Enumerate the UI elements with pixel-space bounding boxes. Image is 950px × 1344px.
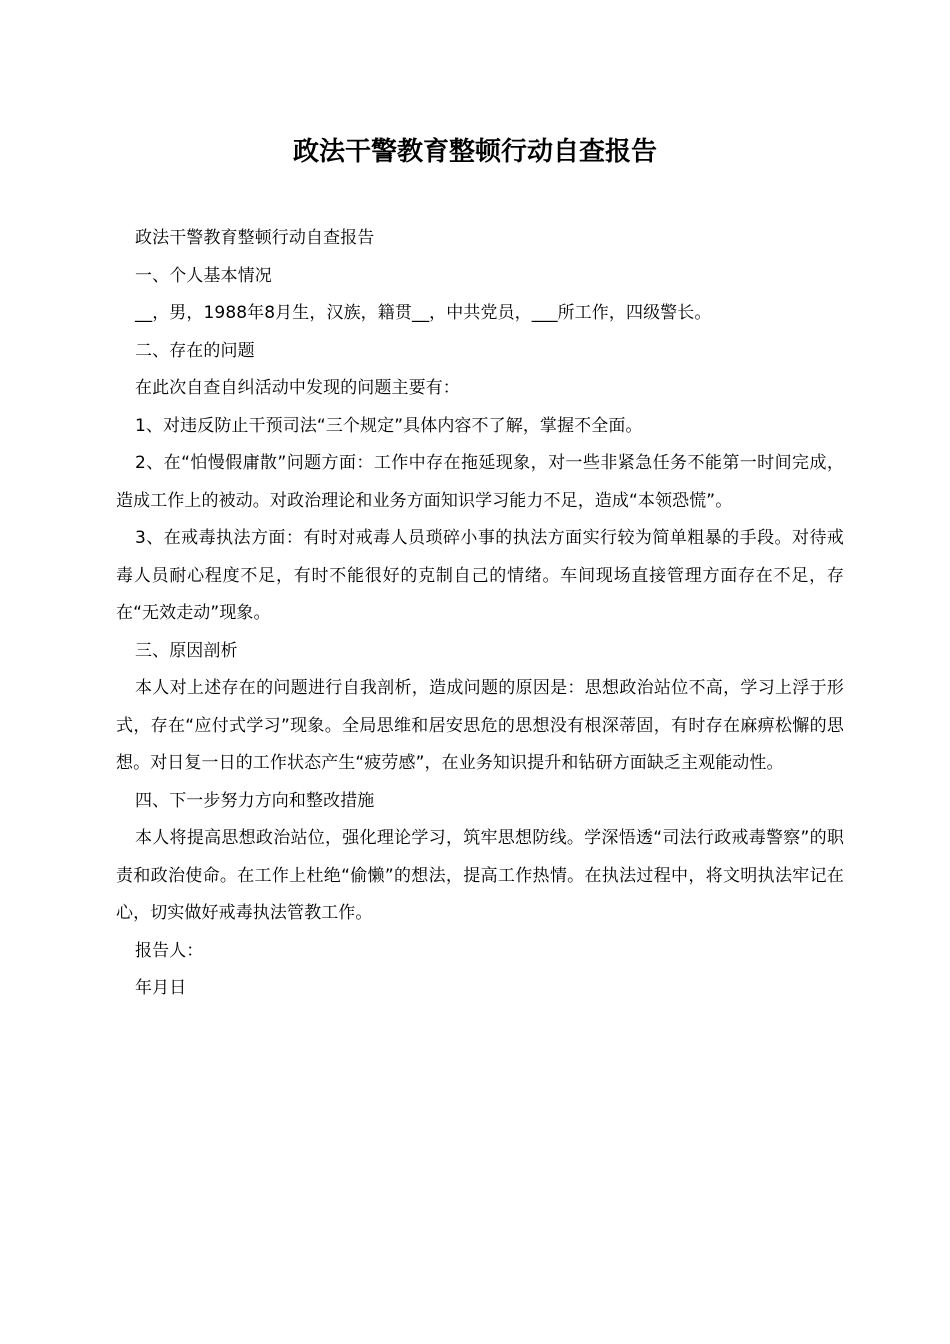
signature-reporter: 报告人：	[135, 940, 204, 961]
paragraph-personal-info: __，男，1988年8月生，汉族，籍贯__，中共党员，___所工作，四级警长。	[135, 303, 712, 323]
paragraph-cause-analysis: 本人对上述存在的问题进行自我剖析，造成问题的原因是：思想政治站位不高，学习上浮于形式，存在“应付式学习”现象。全局思维和居安思危的思想没有根深蒂固，有时存在麻痹松懈的思想。对日复一日的工作状态产生“疲劳感”，在业务知识提升和钻研方面缺乏主观能动性。	[116, 678, 844, 773]
paragraph-subtitle: 政法干警教育整顿行动自查报告	[135, 228, 375, 248]
paragraph-rectification: 本人将提高思想政治站位，强化理论学习，筑牢思想防线。学深悟透“司法行政戒毒警察”的职责和政治使命。在工作上杜绝“偷懒”的想法，提高工作热情。在执法过程中，将文明执法牢记在心，切实做好戒毒执法管教工作。	[116, 828, 844, 923]
heading-cause-analysis: 三、原因剖析	[135, 640, 238, 661]
paragraph-problem-2: 2、在“怕慢假庸散”问题方面：工作中存在拖延现象，对一些非紧急任务不能第一时间完成，造成工作上的被动。对政治理论和业务方面知识学习能力不足，造成“本领恐慌”。	[116, 453, 844, 511]
document-body	[116, 220, 844, 1008]
paragraph-problem-1: 1、对违反防止干预司法“三个规定”具体内容不了解，掌握不全面。	[135, 415, 643, 436]
signature-date: 年月日	[135, 978, 187, 998]
paragraph-problems-intro: 在此次自查自纠活动中发现的问题主要有：	[135, 378, 460, 398]
document-title: 政法干警教育整顿行动自查报告	[292, 137, 657, 167]
heading-problems: 二、存在的问题	[135, 340, 255, 361]
heading-rectification: 四、下一步努力方向和整改措施	[135, 790, 375, 811]
heading-personal-info: 一、个人基本情况	[135, 265, 272, 286]
paragraph-problem-3: 3、在戒毒执法方面：有时对戒毒人员琐碎小事的执法方面实行较为简单粗暴的手段。对待戒毒人员耐心程度不足，有时不能很好的克制自己的情绪。车间现场直接管理方面存在不足，存在“无效走动”现象。	[116, 528, 844, 623]
